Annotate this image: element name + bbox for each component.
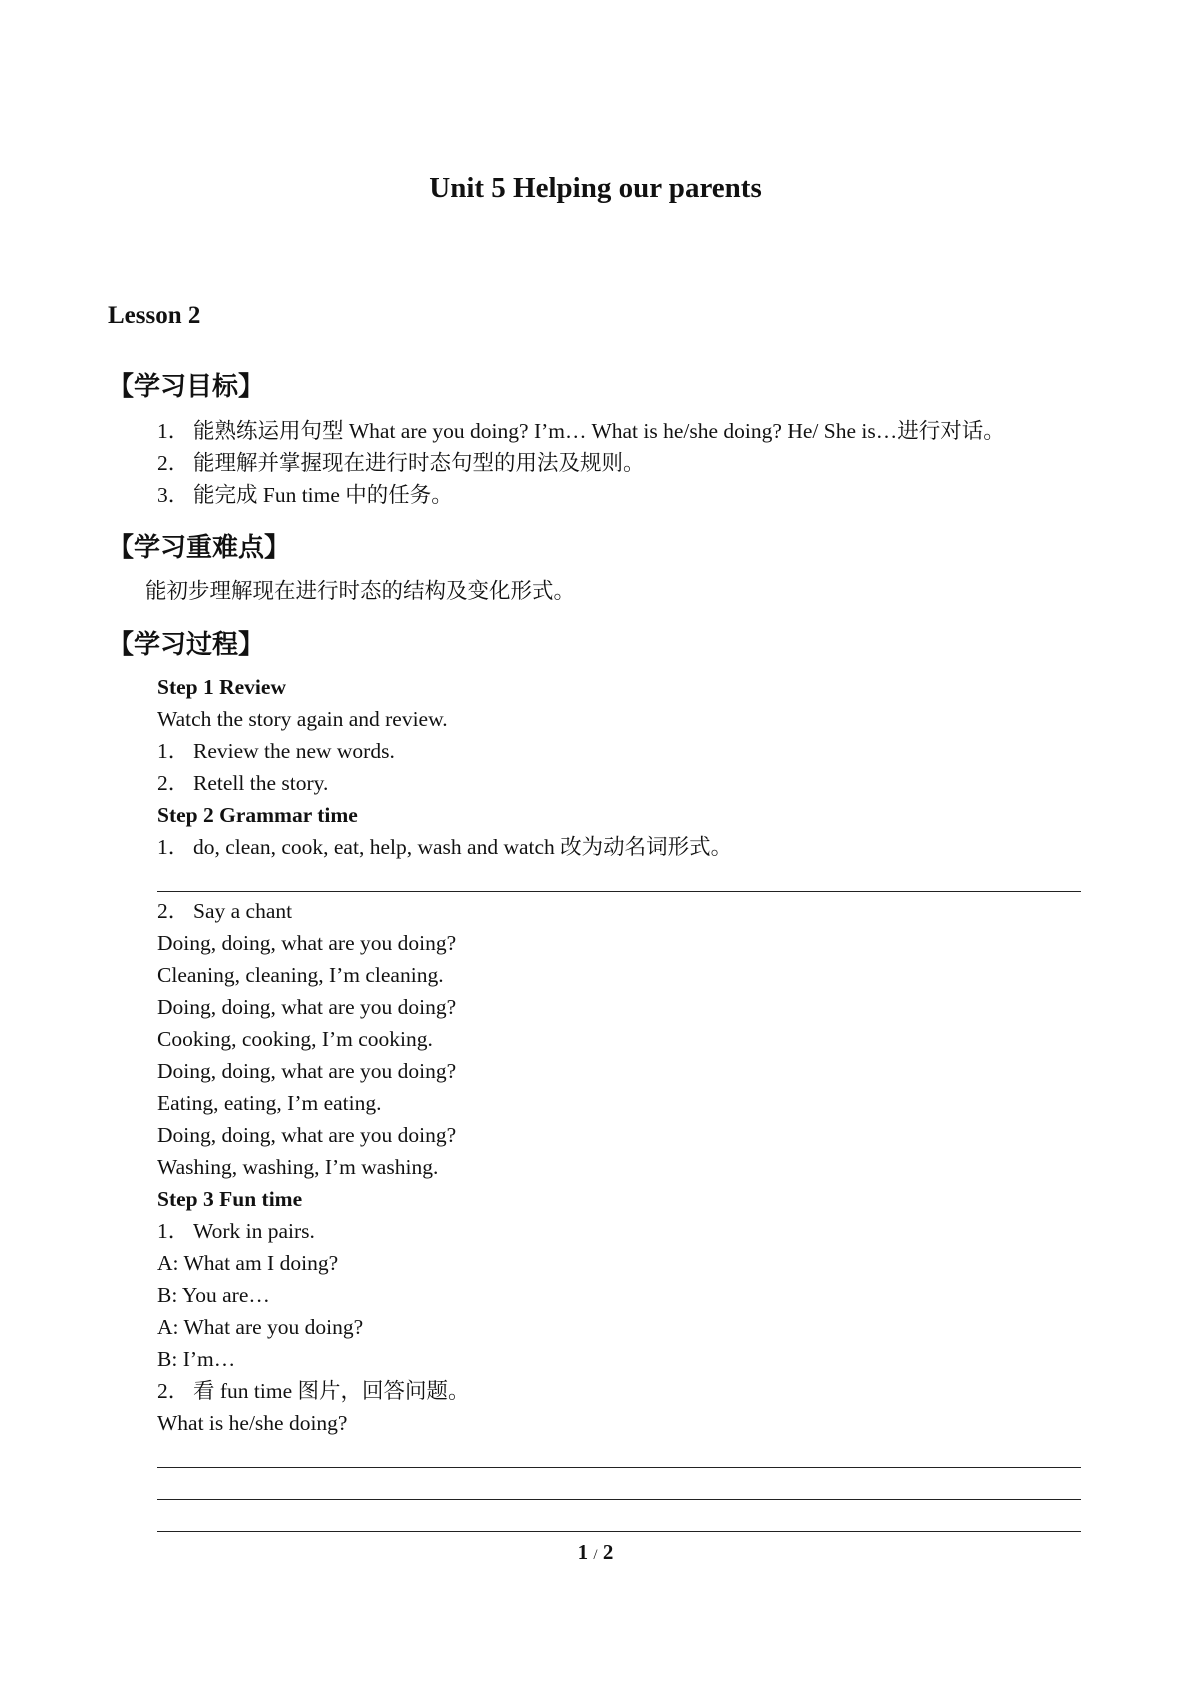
step1-title: Step 1 Review <box>157 675 286 699</box>
chant-line: Cooking, cooking, I’m cooking. <box>157 1027 433 1051</box>
answer-line <box>157 1531 1081 1532</box>
dialogue-line: B: You are… <box>157 1283 270 1307</box>
answer-line <box>157 1499 1081 1500</box>
answer-line <box>157 1467 1081 1468</box>
item-text: do, clean, cook, eat, help, wash and watch 改为动名词形式。 <box>193 835 733 859</box>
item-number: 3． <box>157 483 190 507</box>
item-number: 1． <box>157 419 190 443</box>
item-text: Retell the story. <box>193 771 329 795</box>
chant-line: Doing, doing, what are you doing? <box>157 995 457 1019</box>
item-number: 2． <box>157 451 190 475</box>
key-points-heading: 【学习重难点】 <box>108 533 291 563</box>
item-text: 看 fun time 图片，回答问题。 <box>193 1379 470 1403</box>
lesson-heading: Lesson 2 <box>108 302 201 329</box>
chant-line: Eating, eating, I’m eating. <box>157 1091 382 1115</box>
item-number: 2． <box>157 899 190 923</box>
item-text: 能完成 Fun time 中的任务。 <box>193 483 453 507</box>
item-number: 2． <box>157 1379 190 1403</box>
step2-item-2 <box>157 901 292 923</box>
step3-title: Step 3 Fun time <box>157 1187 303 1211</box>
chant-line: Washing, washing, I’m washing. <box>157 1155 439 1179</box>
step3-question: What is he/she doing? <box>157 1411 348 1435</box>
chant-line: Doing, doing, what are you doing? <box>157 1123 457 1147</box>
step1-item-2 <box>157 773 328 795</box>
step1-intro: Watch the story again and review. <box>157 707 448 731</box>
page-total: 2 <box>602 1540 614 1564</box>
item-number: 1． <box>157 835 190 859</box>
chant-line: Doing, doing, what are you doing? <box>157 1059 457 1083</box>
chant-line: Doing, doing, what are you doing? <box>157 931 457 955</box>
step2-item-1 <box>157 837 732 859</box>
step2-title: Step 2 Grammar time <box>157 803 358 827</box>
item-text: 能理解并掌握现在进行时态句型的用法及规则。 <box>193 451 645 475</box>
process-heading: 【学习过程】 <box>108 630 265 660</box>
page-current: 1 <box>577 1540 589 1564</box>
objective-item-3 <box>157 485 453 507</box>
page-separator: / <box>593 1547 598 1563</box>
item-number: 1． <box>157 739 190 763</box>
key-points-text: 能初步理解现在进行时态的结构及变化形式。 <box>145 579 576 603</box>
item-number: 1． <box>157 1219 190 1243</box>
step3-item-2 <box>157 1381 470 1403</box>
item-text: Say a chant <box>193 899 293 923</box>
chant-line: Cleaning, cleaning, I’m cleaning. <box>157 963 444 987</box>
item-text: Review the new words. <box>193 739 395 763</box>
dialogue-line: A: What am I doing? <box>157 1251 339 1275</box>
objective-item-2 <box>157 453 645 475</box>
step3-item-1 <box>157 1221 315 1243</box>
objective-item-1 <box>157 421 1005 443</box>
item-text: 能熟练运用句型 What are you doing? I’m… What is he/she doing? He/ She is…进行对话。 <box>193 419 1005 443</box>
dialogue-line: B: I’m… <box>157 1347 236 1371</box>
answer-line <box>157 891 1081 892</box>
dialogue-line: A: What are you doing? <box>157 1315 364 1339</box>
item-text: Work in pairs. <box>193 1219 315 1243</box>
item-number: 2． <box>157 771 190 795</box>
objectives-heading: 【学习目标】 <box>108 372 265 402</box>
page-number <box>0 1540 1191 1565</box>
step1-item-1 <box>157 741 395 763</box>
document-title: Unit 5 Helping our parents <box>429 172 762 204</box>
